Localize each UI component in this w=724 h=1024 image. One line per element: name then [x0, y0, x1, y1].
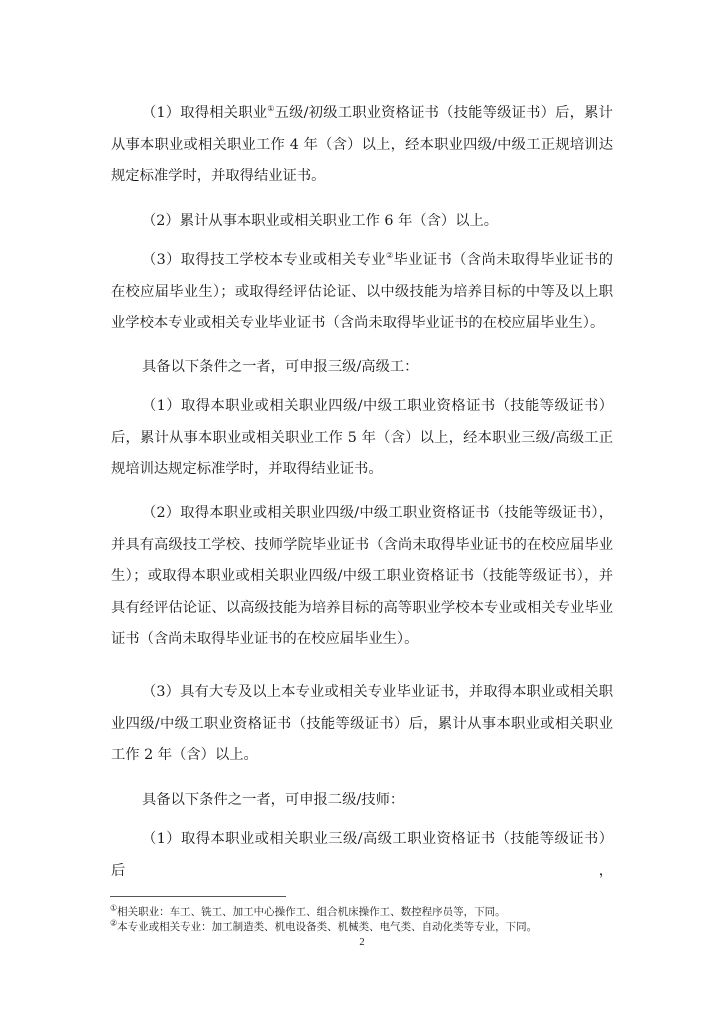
paragraph-3: （3）取得技工学校本专业或相关专业②毕业证书（含尚未取得毕业证书的在校应届毕业生）；或取得经评估论证、以中级技能为培养目标的中等及以上职业学校本专业或相关专业毕业证书（含尚未取得毕业证书的在校应届毕业生）。: [111, 251, 614, 331]
section-heading-level-3: 具备以下条件之一者，可申报三级/高级工：: [142, 359, 419, 375]
section-heading-level-2: 具备以下条件之一者，可申报二级/技师：: [142, 792, 405, 808]
paragraph-7: （1）取得本职业或相关职业三级/高级工职业资格证书（技能等级证书）后，: [111, 831, 613, 879]
page-number: 2: [359, 937, 365, 948]
footnote-1: ①相关职业：车工、铣工、加工中心操作工、组合机床操作工、数控程序员等，下同。: [110, 903, 506, 918]
paragraph-2: （2）累计从事本职业或相关职业工作 6 年（含）以上。: [142, 213, 499, 229]
paragraph-4: （1）取得本职业或相关职业四级/中级工职业资格证书（技能等级证书）后，累计从事本职业或相关职业工作 5 年（含）以上，经本职业三级/高级工正规培训达规定标准学时，并取得结业证书。: [111, 398, 613, 477]
paragraph-5: （2）取得本职业或相关职业四级/中级工职业资格证书（技能等级证书），并具有高级技工学校、技师学院毕业证书（含尚未取得毕业证书的在校应届毕业生）；或取得本职业或相关职业四级/中级工职业资格证书（技能等级证书），并具有经评估论证、以高级技能为培养目标的高等职业学校本专业或相关专业毕业证书（含尚未取得毕业证书的在校应届毕业生）。: [111, 505, 613, 647]
footnote-divider: [110, 896, 286, 897]
footnote-ref-2[interactable]: ②: [385, 251, 394, 261]
footnote-2: ②本专业或相关专业：加工制造类、机电设备类、机械类、电气类、自动化类等专业，下同。: [110, 918, 538, 933]
paragraph-1: （1）取得相关职业①五级/初级工职业资格证书（技能等级证书）后，累计从事本职业或相关职业工作 4 年（含）以上，经本职业四级/中级工正规培训达规定标准学时，并取得结业证书。: [111, 104, 613, 184]
footnote-ref-1[interactable]: ①: [267, 104, 275, 114]
paragraph-6: （3）具有大专及以上本专业或相关专业毕业证书，并取得本职业或相关职业四级/中级工职业资格证书（技能等级证书）后，累计从事本职业或相关职业工作 2 年（含）以上。: [111, 684, 613, 763]
